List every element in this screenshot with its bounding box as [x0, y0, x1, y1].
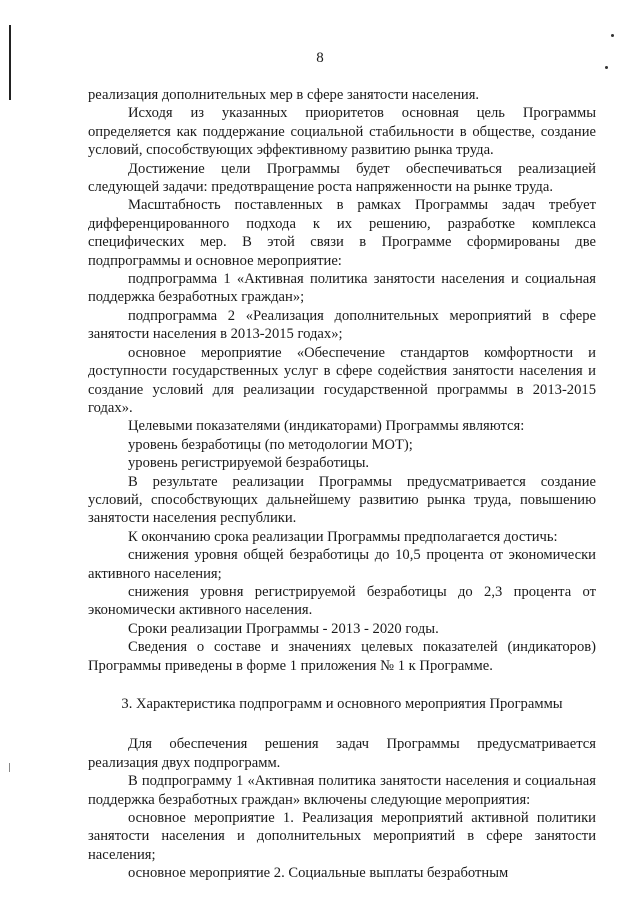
paragraph: Сроки реализации Программы - 2013 - 2020 годы.	[128, 620, 439, 637]
paragraph: уровень безработицы (по методологии МОТ);	[128, 436, 413, 453]
section-heading: 3. Характеристика подпрограмм и основного мероприятия Программы	[121, 696, 563, 712]
paragraph: снижения уровня регистрируемой безработицы до 2,3 процента от экономически активного населения.	[88, 583, 596, 619]
paragraph: В результате реализации Программы предусматривается создание условий, способствующих дальнейшему развитию рынка труда, повышению занятости населения республики.	[88, 473, 596, 527]
paragraph: уровень регистрируемой безработицы.	[128, 455, 370, 472]
paragraph: Достижение цели Программы будет обеспечиваться реализацией следующей задачи: предотвращение роста напряженности на рынке труда.	[88, 160, 596, 196]
paragraph: Масштабность поставленных в рамках Программы задач требует дифференцированного подхода к их решению, разработке комплекса специфических мер. В этой связи в Программе сформированы две подпрограммы и основное мероприятие:	[88, 197, 596, 269]
paragraphs-top	[88, 86, 596, 675]
paragraphs-bottom	[88, 735, 596, 882]
paragraph: В подпрограмму 1 «Активная политика занятости населения и социальная поддержка безработных граждан» включены следующие мероприятия:	[88, 773, 596, 808]
paragraph: подпрограмма 2 «Реализация дополнительных мероприятий в сфере занятости населения в 2013-2015 годах»;	[88, 307, 596, 343]
paragraph: основное мероприятие 2. Социальные выплаты безработным	[128, 865, 509, 882]
paragraph: К окончанию срока реализации Программы предполагается достичь:	[128, 528, 558, 545]
paragraph: реализация дополнительных мер в сфере занятости населения.	[88, 87, 480, 103]
scan-dust-mark	[611, 34, 614, 37]
paragraph: Исходя из указанных приоритетов основная цель Программы определяется как поддержание социальной стабильности в обществе, создание условий, способствующих эффективному развитию рынка труда.	[88, 105, 596, 159]
paragraph: основное мероприятие 1. Реализация мероприятий активной политики занятости населения и дополнительных мероприятий в сфере занятости населения;	[88, 810, 596, 863]
paragraph: Сведения о составе и значениях целевых показателей (индикаторов) Программы приведены в форме 1 приложения № 1 к Программе.	[88, 639, 596, 674]
paragraph: подпрограмма 1 «Активная политика занятости населения и социальная поддержка безработных граждан»;	[88, 271, 596, 306]
paragraph: Для обеспечения решения задач Программы предусматривается реализация двух подпрограмм.	[88, 736, 596, 771]
page-number: 8	[316, 50, 324, 66]
document-body	[88, 86, 596, 883]
scan-edge-mark	[9, 763, 10, 772]
paragraph: основное мероприятие «Обеспечение стандартов комфортности и доступности государственных услуг в сфере содействия занятости населения и создание условий для реализации государственной программы в 2013-2015 годах».	[88, 344, 596, 416]
paragraph: снижения уровня общей безработицы до 10,5 процента от экономически активного населения;	[88, 547, 596, 582]
paragraph: Целевыми показателями (индикаторами) Программы являются:	[128, 418, 525, 435]
